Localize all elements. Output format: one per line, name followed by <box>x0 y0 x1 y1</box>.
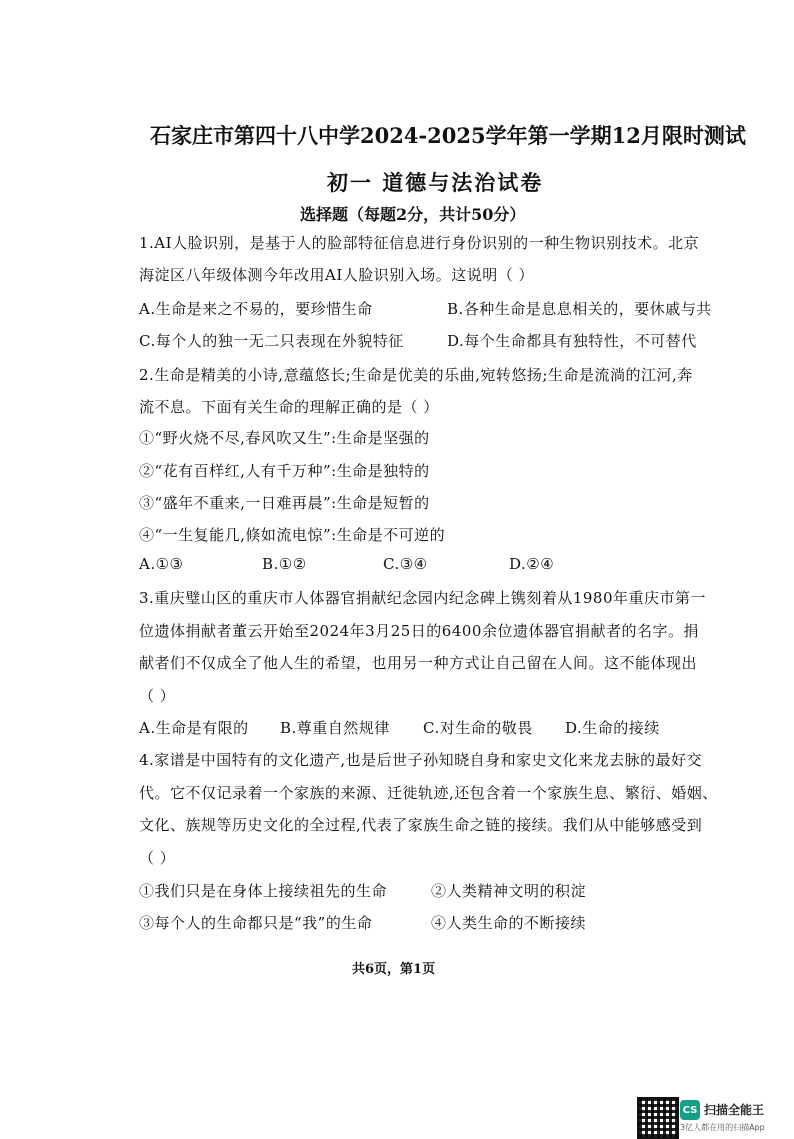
q4-stem-line-2: 代。它不仅记录着一个家族的来源、迁徙轨迹,还包含着一个家族生息、繁衍、婚姻、 <box>139 784 718 802</box>
q3-option-b: B.尊重自然规律 <box>280 719 390 737</box>
camscanner-logo-icon: CS <box>680 1100 700 1120</box>
q2-stem-line-2: 流不息。下面有关生命的理解正确的是（ ） <box>139 398 439 416</box>
q3-option-a: A.生命是有限的 <box>139 719 249 737</box>
exam-subtitle: 初一 道德与法治试卷 <box>327 170 544 195</box>
q1-option-d: D.每个生命都具有独特性，不可替代 <box>447 332 697 350</box>
q2-stem-line-1: 2.生命是精美的小诗,意蕴悠长;生命是优美的乐曲,宛转悠扬;生命是流淌的江河,奔 <box>139 366 693 384</box>
exam-title: 石家庄市第四十八中学2024-2025学年第一学期12月限时测试 <box>150 123 746 148</box>
section-heading: 选择题（每题2分，共计50分） <box>300 205 526 224</box>
q2-statement-4: ④“一生复能几,倏如流电惊”:生命是不可逆的 <box>139 526 446 544</box>
q1-option-c: C.每个人的独一无二只表现在外貌特征 <box>139 332 404 350</box>
q4-stem-line-3: 文化、族规等历史文化的全过程,代表了家族生命之链的接续。我们从中能够感受到 <box>139 816 703 834</box>
q4-statement-1: ①我们只是在身体上接续祖先的生命 <box>139 882 388 900</box>
q2-statement-2: ②“花有百样红,人有千万种”:生命是独特的 <box>139 462 430 480</box>
q2-statement-3: ③“盛年不重来,一日难再晨”:生命是短暂的 <box>139 494 430 512</box>
q3-answer-paren: （ ） <box>139 687 176 705</box>
q1-option-a: A.生命是来之不易的，要珍惜生命 <box>139 300 373 318</box>
q3-option-d: D.生命的接续 <box>565 719 660 737</box>
scanner-tagline: 3亿人都在用的扫描App <box>680 1123 765 1132</box>
q3-stem-line-1: 3.重庆璧山区的重庆市人体器官捐献纪念园内纪念碑上镌刻着从1980年重庆市第一 <box>139 589 706 607</box>
q2-option-b: B.①② <box>262 555 307 573</box>
q1-stem-line-2: 海淀区八年级体测今年改用AI人脸识别入场。这说明（ ） <box>139 266 535 284</box>
q2-statement-1: ①“野火烧不尽,春风吹又生”:生命是坚强的 <box>139 429 430 447</box>
q2-option-d: D.②④ <box>509 555 555 573</box>
q1-option-b: B.各种生命是息息相关的，要休戚与共 <box>447 300 712 318</box>
page-footer: 共6页，第1页 <box>352 962 436 977</box>
q2-option-c: C.③④ <box>383 555 428 573</box>
q4-stem-line-1: 4.家谱是中国特有的文化遗产,也是后世子孙知晓自身和家史文化来龙去脉的最好交 <box>139 751 703 769</box>
q4-statement-3: ③每个人的生命都只是“我”的生命 <box>139 914 373 932</box>
q3-option-c: C.对生命的敬畏 <box>423 719 533 737</box>
q3-stem-line-3: 献者们不仅成全了他人生的希望，也用另一种方式让自己留在人间。这不能体现出 <box>139 654 698 672</box>
q2-option-a: A.①③ <box>139 555 184 573</box>
q3-stem-line-2: 位遗体捐献者董云开始至2024年3月25日的6400余位遗体器官捐献者的名字。捐 <box>139 622 699 640</box>
qr-code-icon <box>637 1097 679 1139</box>
q4-statement-4: ④人类生命的不断接续 <box>431 914 587 932</box>
q1-stem-line-1: 1.AI人脸识别，是基于人的脸部特征信息进行身份识别的一种生物识别技术。北京 <box>139 234 700 252</box>
scanner-app-name: 扫描全能王 <box>704 1103 765 1117</box>
q4-answer-paren: （ ） <box>139 849 176 867</box>
q4-statement-2: ②人类精神文明的积淀 <box>431 882 587 900</box>
